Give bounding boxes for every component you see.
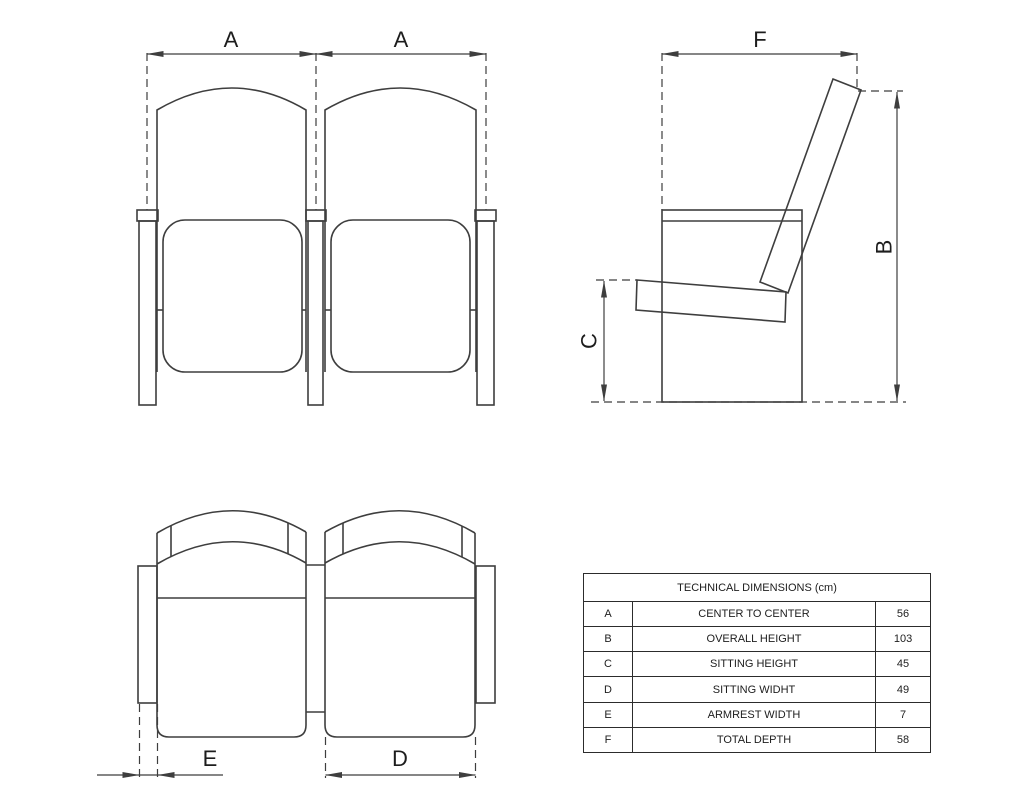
technical-dimensions-table: [583, 573, 931, 753]
dimension-label-b: B: [871, 239, 897, 255]
front-view: [137, 27, 496, 405]
leg-right: [477, 221, 494, 405]
table-row: [584, 702, 931, 727]
dim-letter-cell: B: [584, 627, 633, 652]
leg-cap-left: [137, 210, 158, 221]
dimension-label-a2: A: [393, 27, 409, 52]
backrest-inner-arc-right: [325, 542, 475, 564]
dim-name-cell: SITTING WIDHT: [633, 677, 876, 702]
dim-letter-cell: A: [584, 602, 633, 627]
side-panel-body: [662, 210, 802, 402]
dim-letter-cell: D: [584, 677, 633, 702]
dim-value-cell: 45: [876, 652, 931, 677]
table-title: TECHNICAL DIMENSIONS (cm): [584, 574, 931, 602]
table-header-row: [584, 574, 931, 602]
backrest-front-right: [325, 88, 476, 372]
dimension-label-f: F: [753, 27, 767, 52]
dim-value-cell: 49: [876, 677, 931, 702]
seat-pan-front-right: [331, 220, 470, 372]
dim-name-cell: OVERALL HEIGHT: [633, 627, 876, 652]
dim-letter-cell: E: [584, 702, 633, 727]
top-view: [97, 511, 495, 778]
dim-value-cell: 103: [876, 627, 931, 652]
seat-pan-front-left: [163, 220, 302, 372]
backrest-side: [760, 79, 861, 293]
side-view: [577, 27, 907, 402]
armrest-top-right: [476, 566, 495, 703]
seat-top-body-right: [325, 532, 475, 737]
leg-cap-right: [475, 210, 496, 221]
dim-value-cell: 56: [876, 602, 931, 627]
dimension-label-c: C: [576, 333, 602, 349]
table-row: [584, 602, 931, 627]
table-row: [584, 727, 931, 752]
dim-value-cell: 58: [876, 727, 931, 752]
backrest-inner-arc-left: [157, 542, 306, 564]
table-row: [584, 652, 931, 677]
dimension-label-a1: A: [223, 27, 239, 52]
dim-name-cell: ARMREST WIDTH: [633, 702, 876, 727]
leg-left: [139, 221, 156, 405]
dimension-label-e: E: [202, 746, 218, 771]
seat-top-body-left: [157, 532, 306, 737]
dim-value-cell: 7: [876, 702, 931, 727]
dim-name-cell: TOTAL DEPTH: [633, 727, 876, 752]
dim-letter-cell: F: [584, 727, 633, 752]
dim-name-cell: CENTER TO CENTER: [633, 602, 876, 627]
backrest-outer-arc-right: [325, 511, 475, 533]
backrest-front-left: [157, 88, 306, 372]
dimension-label-d: D: [392, 746, 408, 771]
leg-cap-center: [306, 210, 326, 221]
leg-center: [308, 221, 323, 405]
table-row: [584, 677, 931, 702]
table-row: [584, 627, 931, 652]
dim-letter-cell: C: [584, 652, 633, 677]
seat-pan-side: [636, 280, 786, 322]
dim-name-cell: SITTING HEIGHT: [633, 652, 876, 677]
backrest-outer-arc-left: [157, 511, 306, 533]
armrest-top-left: [138, 566, 157, 703]
